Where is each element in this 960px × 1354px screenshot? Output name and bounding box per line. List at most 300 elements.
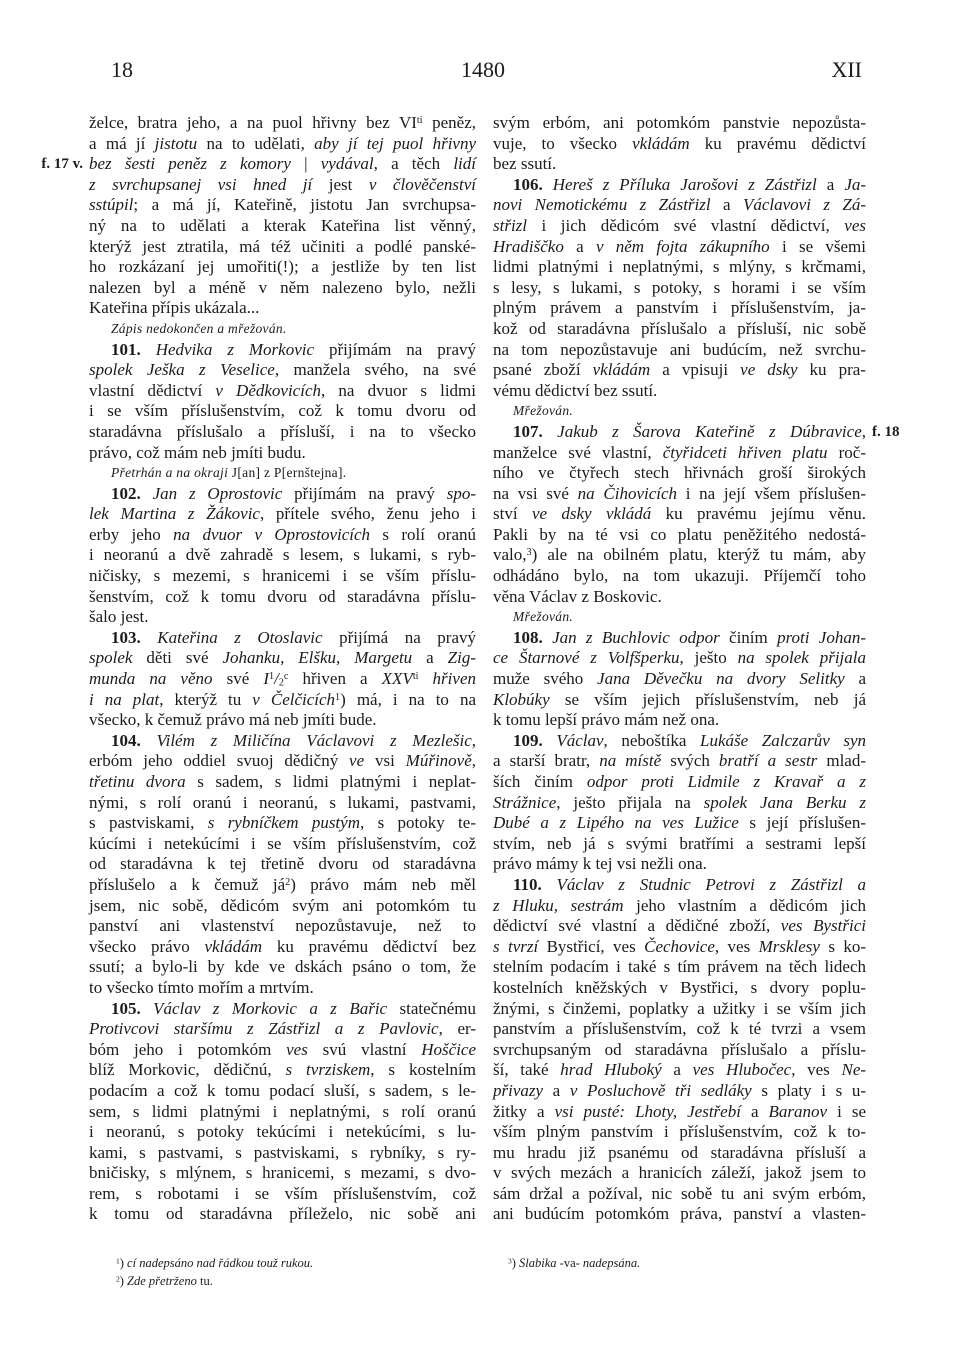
text-run: jsem, nic sobě, dědicóm svým ani potomkóm tu xyxy=(89,895,476,915)
entry-paragraph xyxy=(89,340,476,464)
superscript: c xyxy=(283,670,289,682)
folio-note: f. 18 xyxy=(872,423,900,440)
entry-paragraph xyxy=(493,628,866,731)
text-line xyxy=(493,1019,866,1040)
text-line xyxy=(89,731,476,752)
text-run: ku pra- xyxy=(797,360,866,380)
text-line xyxy=(493,566,866,587)
italic-text: Přetrhán a na okraji xyxy=(111,465,229,481)
italic-text: z Hluku, sestrám xyxy=(493,895,624,915)
text-run: ství xyxy=(493,504,532,524)
text-line xyxy=(89,195,476,216)
text-run: ) má, i na to na xyxy=(340,689,476,709)
text-run: valo, xyxy=(493,545,527,565)
text-run: , manžela svého, na své xyxy=(274,360,476,380)
italic-text: Dubé a z Lipého na ves Lužice xyxy=(493,813,739,833)
text-line xyxy=(493,360,866,381)
italic-text: v člověčenství xyxy=(368,174,476,194)
italic-text: odpor proti Lidmile z Kravař a z xyxy=(586,772,867,791)
italic-text: spo- xyxy=(446,483,477,503)
text-line xyxy=(493,587,866,608)
text-line xyxy=(89,298,476,319)
text-run: nými, s rolí oranú i neoranú, s lukami, pastvami, xyxy=(89,792,476,812)
italic-text: ce Štarnové z Volfšperku xyxy=(493,648,680,668)
text-line xyxy=(89,360,476,381)
text-run: , ves xyxy=(714,936,759,956)
italic-text: Kateřina z Otoslavic xyxy=(157,627,323,647)
text-run xyxy=(543,628,552,647)
editorial-note xyxy=(493,607,866,628)
italic-text: ve dsky xyxy=(740,360,798,380)
italic-text: vydával xyxy=(320,154,374,174)
italic-text: v Posluchově tři sedláky xyxy=(569,1080,752,1100)
text-line xyxy=(493,278,866,299)
text-run: ) xyxy=(119,1256,128,1270)
running-head-year: 1480 xyxy=(461,57,505,82)
italic-text: / xyxy=(274,669,279,689)
text-run: ) právo mám neb měl xyxy=(290,874,476,894)
text-run: na tom nepozůstavuje ani budúcím, než svrchu- xyxy=(493,339,866,359)
italic-text: Mřežován. xyxy=(513,609,574,625)
italic-text: čtyřidceti hřiven platu xyxy=(662,442,828,462)
text-line xyxy=(89,278,476,299)
text-run: s její příslušen- xyxy=(738,813,866,833)
entry-number: 103. xyxy=(111,627,141,647)
text-run: , xyxy=(861,421,866,441)
text-run: a xyxy=(844,669,867,689)
text-run: sem, s lidmi platnými i neplatnými, s rolí oranú xyxy=(89,1101,476,1121)
text-line xyxy=(89,381,476,402)
text-line xyxy=(89,1060,476,1081)
text-line xyxy=(493,854,866,875)
text-run: psané zboží xyxy=(493,360,593,380)
entry-paragraph xyxy=(89,731,476,999)
text-line xyxy=(89,1204,476,1225)
text-line xyxy=(89,628,476,649)
text-line xyxy=(89,237,476,258)
italic-text: ve xyxy=(349,751,365,771)
text-line xyxy=(493,1102,866,1123)
text-run: ku pravému jejímu věnu. xyxy=(651,504,866,524)
text-line xyxy=(89,340,476,361)
italic-text: v něm fojta zákupního xyxy=(595,236,770,256)
text-line xyxy=(493,298,866,319)
italic-text: v Dědkovicích xyxy=(215,380,321,400)
text-line xyxy=(89,1019,476,1040)
superscript: 3 xyxy=(508,1256,512,1266)
text-line xyxy=(493,237,866,258)
text-line xyxy=(89,484,476,505)
italic-text: ves xyxy=(844,215,866,235)
text-line xyxy=(89,690,476,711)
text-run: , na dvuor s lidmi xyxy=(321,380,477,400)
entry-paragraph xyxy=(89,999,476,1226)
text-run: ších činím xyxy=(493,772,587,791)
text-line xyxy=(508,1254,848,1272)
text-run xyxy=(543,731,557,750)
text-line xyxy=(493,421,900,443)
text-run: s sadem, s lidmi platnými i neplat- xyxy=(185,772,476,791)
entry-paragraph xyxy=(89,484,476,628)
text-run: , a těch xyxy=(373,154,454,174)
text-run: vuje, to všecko xyxy=(493,133,633,153)
text-run: tu. xyxy=(196,1274,213,1288)
text-run: věna Václav z Boskovic. xyxy=(493,586,662,606)
text-line xyxy=(89,1184,476,1205)
italic-text: Ne- xyxy=(841,1060,867,1080)
text-run: odhádáno bylo, na tom ukazuji. Příjemčí toho xyxy=(493,566,866,586)
text-run: ) ale na obilném platu, kterýž tu mám, aby xyxy=(531,545,866,565)
text-run: nalezen byl a méně v něm nalezeno bylo, nežli xyxy=(89,277,476,297)
italic-text: Jakub z Šarova Kateřině z Dúbravice xyxy=(557,421,862,441)
text-line xyxy=(89,648,476,669)
text-line xyxy=(493,1204,866,1225)
italic-text: Mrsklesy xyxy=(758,936,820,956)
text-line xyxy=(89,607,476,628)
text-run: ší, také xyxy=(493,1060,561,1080)
text-run: ku pravému dědictví bez xyxy=(262,936,476,956)
text-line xyxy=(89,443,476,464)
text-run: erby jeho xyxy=(89,524,174,544)
text-run: bóm jeho i potomkóm xyxy=(89,1039,287,1059)
text-run: svrchupsaným od staradávna příslušalo a příslu- xyxy=(493,1039,866,1059)
text-line xyxy=(493,257,866,278)
italic-text: Václav z Morkovic a z Bařic xyxy=(153,998,388,1018)
italic-text: hrad Hluboký xyxy=(560,1060,662,1080)
italic-text: proti Johan- xyxy=(777,627,867,647)
text-line xyxy=(493,690,866,711)
text-run: přijímá na pravý xyxy=(322,627,476,647)
text-run: ku pravému dědictví xyxy=(689,133,866,153)
entry-number: 108. xyxy=(513,627,543,647)
entry-number: 105. xyxy=(111,998,141,1018)
text-line xyxy=(493,484,866,505)
text-run: žnými, s činžemi, poplatky a užitky i se vším jich xyxy=(493,998,866,1018)
text-line xyxy=(89,710,476,731)
italic-text: Protivcovi staršímu z Zástřizl a z Pavlovic xyxy=(89,1019,439,1039)
italic-text: Strážnice xyxy=(493,792,557,812)
italic-text: jistotu xyxy=(154,133,198,153)
text-line xyxy=(493,896,866,917)
italic-text: v Čelčicích xyxy=(252,689,336,709)
superscript: 3 xyxy=(526,547,532,559)
entry-number: 102. xyxy=(111,483,141,503)
text-run: dědictví své vlastní a dědičné zboží, xyxy=(493,916,781,936)
italic-text: hřiven xyxy=(418,669,476,689)
text-run: a xyxy=(740,1101,769,1121)
italic-text: Baranov xyxy=(768,1101,828,1121)
italic-text: třetinu dvora xyxy=(89,772,186,791)
text-run: s platy i s u- xyxy=(751,1080,867,1100)
text-run: kúcími i netekúcími i se vším příslušenstvím, což xyxy=(89,833,476,853)
text-line xyxy=(493,401,866,422)
text-run: | xyxy=(290,154,321,174)
text-run: příslušelo a k čemuž já xyxy=(89,874,286,894)
italic-text: Václavovi z Zá- xyxy=(742,195,866,215)
text-run: v svých mezách a hranicích záleží, jakož jsem to xyxy=(493,1163,866,1183)
text-line xyxy=(116,1272,456,1290)
text-run xyxy=(141,340,156,359)
text-run: sám držal a požíval, nic sobě tu ani svým erbóm, xyxy=(493,1183,866,1203)
italic-text: ve dsky vkládá xyxy=(531,504,652,524)
italic-text: sstúpil xyxy=(89,195,134,215)
text-line xyxy=(89,896,476,917)
text-run: , s kostelním xyxy=(370,1060,476,1080)
text-run: k tomu od staradávna příleželo, nic sobě ani xyxy=(89,1204,476,1224)
italic-text: Václav z Studnic Petrovi z Zástřizl a xyxy=(556,874,866,894)
italic-text: XXV xyxy=(381,669,413,689)
subscript: 2 xyxy=(278,677,284,689)
text-run: želce, bratra jeho, a na puol hřivny bez VI xyxy=(89,113,417,132)
text-line xyxy=(89,257,476,278)
text-line xyxy=(493,195,866,216)
italic-text: ves xyxy=(286,1039,308,1059)
text-run xyxy=(141,999,153,1018)
text-line xyxy=(89,669,476,690)
text-run: ničisky, s mezemi, s hranicemi i se vším příslu- xyxy=(89,566,476,586)
text-line xyxy=(493,1184,866,1205)
text-run: hřiven a xyxy=(288,669,382,689)
text-line xyxy=(89,216,476,237)
text-run: blíž Morkovic, dědičnú, xyxy=(89,1060,286,1080)
text-line xyxy=(89,587,476,608)
text-run: panstvím a příslušenstvím, což k té tvrzi a vsem xyxy=(493,1019,866,1039)
text-run: stvím, neb já s svými bratřími a sestrami lepší xyxy=(493,833,866,853)
text-run: ssutí; a bylo-li by kde ve dskách psáno o tom, že xyxy=(89,957,476,977)
text-run: Pakli by na té vsi co platu peněžitého nedostá- xyxy=(493,524,866,544)
text-line xyxy=(493,937,866,958)
text-run: děti své xyxy=(132,648,223,668)
text-run: roč- xyxy=(827,442,866,462)
text-run: ) xyxy=(119,1274,128,1288)
text-run: a má jí xyxy=(89,133,155,153)
italic-text: z svrchupsanej vsi hned jí xyxy=(89,174,313,194)
text-paragraph xyxy=(41,113,477,319)
entry-number: 107. xyxy=(513,421,543,441)
text-run: s ko- xyxy=(819,936,866,956)
italic-text: bratří a sestr xyxy=(718,751,818,771)
folio-note: f. 17 v. xyxy=(41,156,83,173)
text-run: všecko právo xyxy=(89,936,205,956)
text-run: J[an] z P[ernštejna]. xyxy=(228,465,347,481)
text-run: , ves xyxy=(791,1060,842,1080)
entry-paragraph xyxy=(493,175,866,402)
entry-number: 106. xyxy=(513,174,543,194)
text-run: jest xyxy=(312,174,369,194)
italic-text: nadepsána. xyxy=(582,1256,641,1270)
text-run: vším plným panstvím i příslušenstvím, což k to- xyxy=(493,1122,866,1142)
text-run: , xyxy=(471,751,477,771)
text-line xyxy=(89,834,476,855)
entry-number: 104. xyxy=(111,730,141,750)
text-line xyxy=(89,319,476,340)
entry-paragraph xyxy=(89,628,476,731)
text-line xyxy=(493,134,866,155)
text-run: žitky a xyxy=(493,1101,555,1121)
italic-text: ves Bystřici xyxy=(780,916,866,936)
text-run xyxy=(141,731,157,750)
text-line xyxy=(89,401,476,422)
text-line xyxy=(493,731,866,752)
italic-text: Jan z Oprostovic xyxy=(152,483,283,503)
text-line xyxy=(89,1081,476,1102)
text-run: a xyxy=(412,648,448,668)
italic-text: i na plat xyxy=(89,689,160,709)
superscript: 1 xyxy=(335,691,341,703)
text-run: ) xyxy=(511,1256,520,1270)
editorial-note xyxy=(89,319,476,340)
superscript: ti xyxy=(412,670,419,682)
text-run: i se vším příslušenstvím, což k tomu dvoru od xyxy=(89,401,476,421)
text-line xyxy=(493,793,866,814)
text-run: a xyxy=(563,236,596,256)
italic-text: vkládám xyxy=(632,133,690,153)
text-line xyxy=(493,813,866,834)
text-line xyxy=(89,134,476,155)
italic-text: Hedvika z Morkovic xyxy=(155,339,315,359)
text-run: přijímám na pravý xyxy=(314,339,477,359)
text-run: ; a má jí, Kateřině, jistotu Jan svrchupsa- xyxy=(133,195,476,215)
text-run: to všecko tímto mořím a mrtvím. xyxy=(89,977,314,997)
italic-text: Klobúky xyxy=(493,689,550,709)
text-paragraph xyxy=(493,113,866,175)
text-line xyxy=(41,154,476,175)
text-line xyxy=(89,504,476,525)
italic-text: Mřežován. xyxy=(513,403,574,419)
italic-text: Václav xyxy=(556,730,604,750)
right-footnotes xyxy=(508,1254,848,1272)
italic-text: Slabika xyxy=(519,1256,557,1270)
text-run: svú vlastní xyxy=(307,1039,422,1059)
text-line xyxy=(493,710,866,731)
italic-text: Čechovice xyxy=(644,936,715,956)
entry-paragraph xyxy=(493,421,900,607)
text-run: Bystřicí, ves xyxy=(538,936,645,956)
editorial-note xyxy=(493,401,866,422)
text-line xyxy=(89,854,476,875)
italic-text: na místě xyxy=(599,751,662,771)
text-line xyxy=(89,813,476,834)
entry-number: 109. xyxy=(513,730,543,750)
text-run: mlad- xyxy=(817,751,867,771)
text-line xyxy=(493,340,866,361)
text-run: peněz, xyxy=(422,113,477,132)
text-line xyxy=(89,957,476,978)
text-line xyxy=(89,463,476,484)
text-run: i na její všem příslušen- xyxy=(677,483,866,503)
text-run: ho rozkázaní jej umořiti(!); a jestliže by ten list xyxy=(89,257,476,277)
text-run: , er- xyxy=(438,1019,477,1039)
text-line xyxy=(89,525,476,546)
italic-text: na Čihovicích xyxy=(577,483,678,503)
text-run: i se xyxy=(827,1101,867,1121)
superscript: 2 xyxy=(285,876,291,888)
text-run: šalo jest. xyxy=(89,607,149,627)
italic-text: spolek Ješka z Veselice xyxy=(89,360,275,380)
italic-text: Jan z Buchlovic odpor xyxy=(552,627,720,647)
text-run: vému dědictví bez ssutí. xyxy=(493,380,658,400)
left-text-column xyxy=(41,113,477,1225)
text-line xyxy=(493,875,866,896)
text-line xyxy=(493,1122,866,1143)
text-run xyxy=(141,484,153,503)
text-run: se vším jejich příslušenstvím, neb já xyxy=(549,689,866,709)
italic-text: přivazy xyxy=(493,1080,544,1100)
text-run: kterýž jest ztratila, má též učiniti a podlé panské- xyxy=(89,236,476,256)
text-run: činím xyxy=(719,627,778,647)
italic-text: Zig- xyxy=(447,648,477,668)
text-line xyxy=(89,772,476,793)
left-footnotes xyxy=(116,1254,456,1290)
italic-text: ves Hlubočec xyxy=(692,1060,792,1080)
text-line xyxy=(89,999,476,1020)
text-run: s rolí oranú xyxy=(370,524,476,544)
text-run: , neboštíka xyxy=(603,730,701,750)
text-line xyxy=(493,772,866,793)
italic-text: s rybníčkem pustým xyxy=(207,813,360,833)
text-line xyxy=(89,1143,476,1164)
italic-text: vsi pusté: Lhoty, Jestřebí xyxy=(554,1101,741,1121)
text-line xyxy=(493,957,866,978)
text-line xyxy=(89,978,476,999)
text-line xyxy=(493,525,866,546)
superscript: ti xyxy=(416,114,423,126)
text-run: šenstvím, což k tomu dvoru od staradávna příslu- xyxy=(89,586,476,606)
text-run: kami, s pastvami, s pastviskami, s rybníky, s ry- xyxy=(89,1142,476,1162)
italic-text: Ja- xyxy=(844,174,867,194)
text-run xyxy=(542,875,557,894)
text-line xyxy=(493,607,866,628)
text-run: lidmi platnými i neplatnými, s mlýny, s krčmami, xyxy=(493,257,866,277)
text-run: ního ve čtyřech stech hřivnách groší širokých xyxy=(493,463,866,483)
text-line xyxy=(493,1163,866,1184)
text-run: všecko, k čemuž právo má neb jmíti bude. xyxy=(89,710,377,730)
text-run: , xyxy=(471,730,477,750)
text-run: a xyxy=(661,1060,693,1080)
italic-text: střizl xyxy=(493,215,528,235)
text-line xyxy=(493,978,866,999)
text-line xyxy=(493,1081,866,1102)
text-run: ani budúcím potomkóm práva, panství a vlasten- xyxy=(493,1204,866,1224)
text-line xyxy=(493,916,866,937)
italic-text: Vilém z Miličína Václavovi z Mezlešic xyxy=(156,730,472,750)
text-run: plným právem a panstvím i příslušenstvím, ja- xyxy=(493,298,866,318)
text-run: , ješto xyxy=(679,648,738,668)
text-line xyxy=(493,648,866,669)
italic-text: lidí xyxy=(453,154,476,174)
text-run: ný na to udělati a kterak Kateřina list věnný, xyxy=(89,215,476,235)
text-run: od staradávna k tej třetině dvoru od staradávna xyxy=(89,854,476,874)
italic-text: na dvuor v Oprostovicích xyxy=(173,524,371,544)
italic-text: Hoščice xyxy=(421,1039,477,1059)
text-line xyxy=(493,113,866,134)
text-line xyxy=(493,504,866,525)
text-run: kostelních kněžských v Bystřici, s dvory poplu- xyxy=(493,977,866,997)
text-line xyxy=(493,999,866,1020)
text-line xyxy=(493,1143,866,1164)
text-line xyxy=(493,669,866,690)
text-line xyxy=(89,793,476,814)
italic-text: aby jí tej puol hřivny xyxy=(314,133,477,153)
right-text-column xyxy=(493,113,900,1225)
text-run: vsi xyxy=(364,751,406,771)
text-run: i neoranú a dvě zahradě s lesem, s lukami, s ryb- xyxy=(89,545,476,565)
text-run: na vsi své xyxy=(493,483,578,503)
text-line xyxy=(493,463,866,484)
text-line xyxy=(89,566,476,587)
text-run: k tomu lepší právo mám než ona. xyxy=(493,710,720,730)
text-line xyxy=(89,545,476,566)
